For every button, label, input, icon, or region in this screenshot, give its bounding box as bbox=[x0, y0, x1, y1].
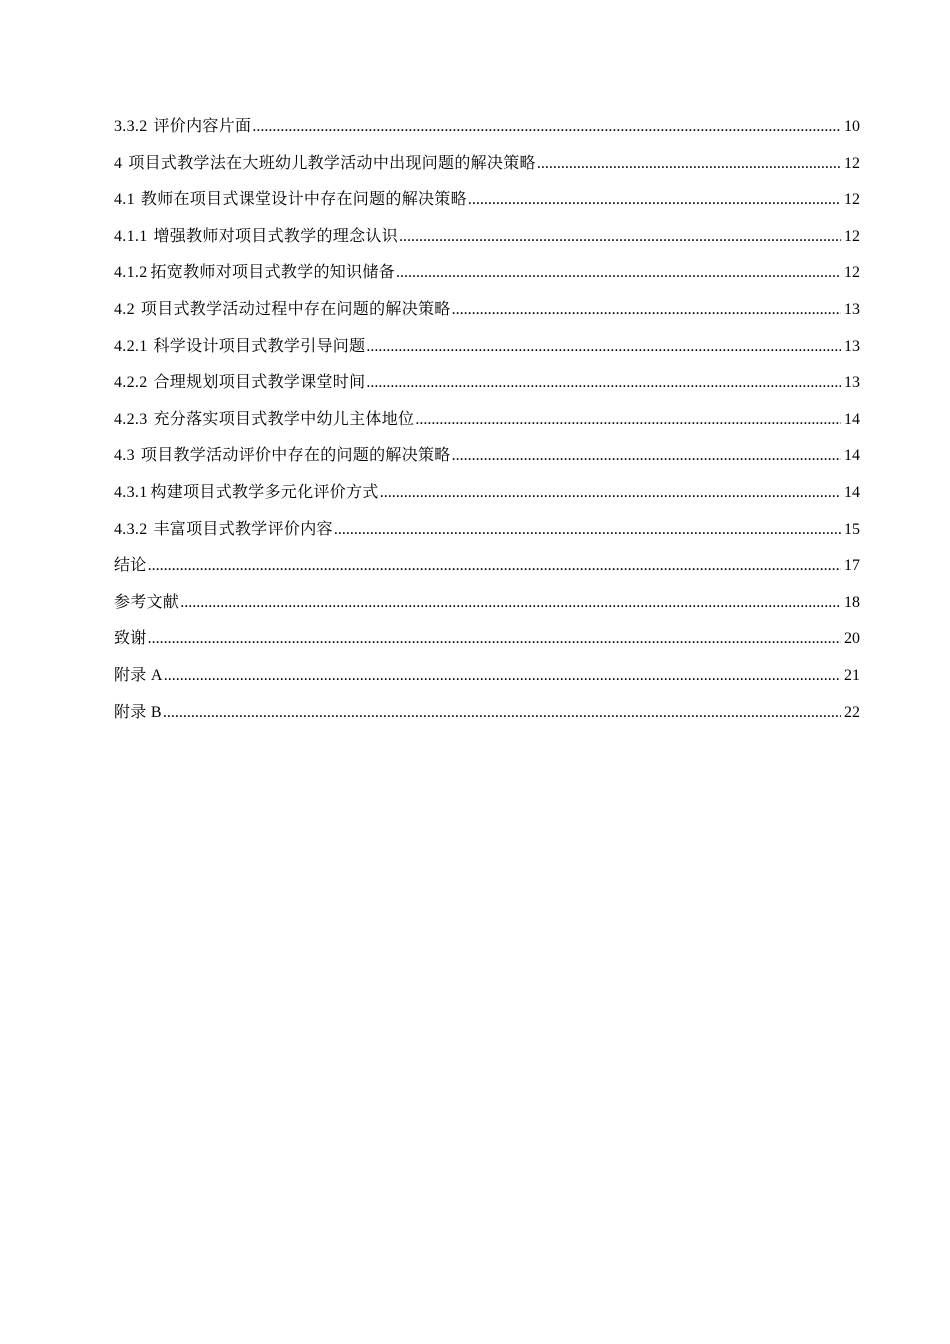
toc-entry-text: 教师在项目式课堂设计中存在问题的解决策略 bbox=[140, 191, 467, 209]
toc-entry-conclusion[interactable] bbox=[114, 551, 860, 588]
toc-entry-page: 21 bbox=[844, 666, 860, 684]
toc-entry-title bbox=[114, 222, 398, 252]
toc-entry-number: 4.3 bbox=[114, 447, 135, 465]
toc-entry-text: 项目教学活动评价中存在的问题的解决策略 bbox=[140, 447, 451, 465]
toc-entry-page: 10 bbox=[844, 118, 860, 135]
toc-entry-page: 14 bbox=[844, 410, 860, 428]
toc-leader-dots bbox=[252, 112, 841, 142]
toc-entry-page: 17 bbox=[844, 557, 860, 575]
toc-entry-text: 丰富项目式教学评价内容 bbox=[153, 520, 333, 538]
toc-leader-dots bbox=[415, 405, 841, 435]
toc-leader-dots bbox=[399, 222, 841, 252]
toc-entry-number: 4.3.2 bbox=[114, 520, 148, 538]
toc-entry[interactable] bbox=[114, 441, 860, 478]
toc-entry-text: 增强教师对项目式教学的理念认识 bbox=[153, 227, 399, 245]
toc-entry-title bbox=[114, 332, 365, 362]
toc-entry-title bbox=[114, 588, 179, 618]
toc-entry-page: 12 bbox=[844, 154, 860, 172]
toc-entry[interactable] bbox=[114, 405, 860, 442]
toc-entry-title bbox=[114, 551, 147, 581]
toc-entry-text: 充分落实项目式教学中幼儿主体地位 bbox=[153, 410, 415, 428]
toc-entry[interactable] bbox=[114, 258, 860, 295]
toc-entry-page: 15 bbox=[844, 520, 860, 538]
toc-entry-page: 13 bbox=[844, 300, 860, 318]
toc-entry[interactable] bbox=[114, 295, 860, 332]
toc-entry-number: 4.2.2 bbox=[114, 374, 148, 392]
toc-leader-dots bbox=[163, 698, 841, 728]
table-of-contents bbox=[114, 112, 860, 734]
toc-entry-text: 致谢 bbox=[114, 630, 147, 648]
toc-entry[interactable] bbox=[114, 149, 860, 186]
toc-leader-dots bbox=[148, 624, 841, 654]
toc-entry-title bbox=[114, 441, 451, 471]
toc-entry-title bbox=[114, 624, 147, 654]
toc-entry[interactable] bbox=[114, 185, 860, 222]
toc-entry[interactable] bbox=[114, 222, 860, 259]
toc-entry[interactable] bbox=[114, 332, 860, 369]
toc-entry-title bbox=[114, 405, 414, 435]
toc-entry-number: 4.2 bbox=[114, 300, 135, 318]
toc-entry-title bbox=[114, 478, 379, 508]
toc-entry-number: 3.3.2 bbox=[114, 118, 148, 135]
toc-leader-dots bbox=[180, 588, 841, 618]
toc-entry-text: 合理规划项目式教学课堂时间 bbox=[153, 374, 366, 392]
toc-entry-title bbox=[114, 515, 333, 545]
toc-entry-text: 科学设计项目式教学引导问题 bbox=[153, 337, 366, 355]
toc-entry-title bbox=[114, 185, 467, 215]
toc-entry-number: 4 bbox=[114, 154, 123, 172]
toc-entry-page: 22 bbox=[844, 703, 860, 721]
toc-entry-title bbox=[114, 661, 163, 691]
toc-entry-references[interactable] bbox=[114, 588, 860, 625]
toc-leader-dots bbox=[468, 185, 841, 215]
toc-entry-number: 4.2.3 bbox=[114, 410, 148, 428]
toc-leader-dots bbox=[396, 258, 841, 288]
toc-entry-title bbox=[114, 368, 365, 398]
toc-entry-text: 项目式教学法在大班幼儿教学活动中出现问题的解决策略 bbox=[128, 154, 536, 172]
toc-entry-appendix-a[interactable] bbox=[114, 661, 860, 698]
toc-entry-text: 项目式教学活动过程中存在问题的解决策略 bbox=[140, 300, 451, 318]
toc-entry-title bbox=[114, 258, 395, 288]
toc-entry-number: 4.1.2 bbox=[114, 264, 148, 282]
toc-leader-dots bbox=[164, 661, 841, 691]
toc-entry-page: 13 bbox=[844, 337, 860, 355]
toc-entry-text: 结论 bbox=[114, 557, 147, 575]
toc-entry-text: 构建项目式教学多元化评价方式 bbox=[150, 483, 379, 501]
toc-entry-acknowledgements[interactable] bbox=[114, 624, 860, 661]
toc-entry-text: 参考文献 bbox=[114, 593, 180, 611]
toc-entry-text: 拓宽教师对项目式教学的知识储备 bbox=[150, 264, 396, 282]
toc-entry-text: 附录 B bbox=[114, 703, 162, 721]
toc-entry-number: 4.1 bbox=[114, 191, 135, 209]
toc-leader-dots bbox=[537, 149, 841, 179]
toc-entry[interactable] bbox=[114, 368, 860, 405]
toc-entry-page: 20 bbox=[844, 630, 860, 648]
toc-entry-page: 14 bbox=[844, 447, 860, 465]
toc-entry-text: 附录 A bbox=[114, 666, 163, 684]
toc-leader-dots bbox=[334, 515, 841, 545]
toc-entry-page: 18 bbox=[844, 593, 860, 611]
toc-leader-dots bbox=[366, 332, 841, 362]
toc-entry-number: 4.1.1 bbox=[114, 227, 148, 245]
toc-leader-dots bbox=[452, 295, 841, 325]
toc-entry-title bbox=[114, 295, 451, 325]
toc-entry-number: 4.2.1 bbox=[114, 337, 148, 355]
toc-entry-page: 12 bbox=[844, 264, 860, 282]
toc-leader-dots bbox=[452, 441, 841, 471]
toc-entry-title bbox=[114, 112, 251, 142]
toc-leader-dots bbox=[366, 368, 841, 398]
toc-entry-page: 14 bbox=[844, 483, 860, 501]
toc-entry[interactable] bbox=[114, 112, 860, 149]
toc-entry-page: 12 bbox=[844, 191, 860, 209]
toc-entry-title bbox=[114, 149, 536, 179]
toc-leader-dots bbox=[380, 478, 841, 508]
toc-entry[interactable] bbox=[114, 478, 860, 515]
toc-entry-appendix-b[interactable] bbox=[114, 698, 860, 735]
toc-entry[interactable] bbox=[114, 515, 860, 552]
toc-entry-title bbox=[114, 698, 162, 728]
toc-leader-dots bbox=[148, 551, 841, 581]
toc-entry-page: 13 bbox=[844, 374, 860, 392]
toc-entry-page: 12 bbox=[844, 227, 860, 245]
toc-entry-number: 4.3.1 bbox=[114, 483, 148, 501]
toc-entry-text: 评价内容片面 bbox=[153, 118, 252, 135]
